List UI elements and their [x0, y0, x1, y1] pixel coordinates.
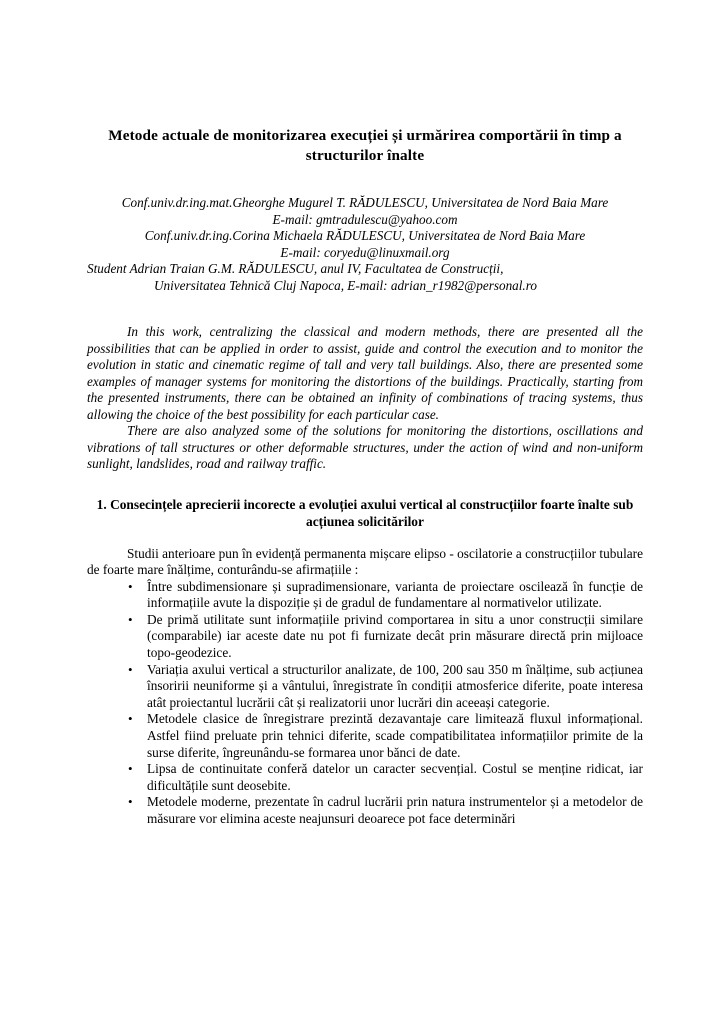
bullet-text: De primă utilitate sunt informațiile privind comportarea in situ a unor construcții similare (comparabile) iar aceste date nu pot fi furnizate decât prin măsurare directă prin mijloace topo-geodezice. — [147, 611, 643, 661]
bullet-text: Lipsa de continuitate conferă datelor un caracter secvențial. Costul se menține ridicat, iar dificultățile sunt deosebite. — [147, 761, 643, 793]
bullet-item — [87, 612, 643, 662]
bullet-text: Între subdimensionare și supradimensionare, varianta de proiectare oscilează în funcție de informațiile avute la dispoziție și de gradul de fundamentare al normativelor utilizate. — [147, 578, 643, 611]
author-line: E-mail: coryedu@linuxmail.org — [280, 244, 450, 260]
bullet-text: Variația axului vertical a structurilor analizate, de 100, 200 sau 350 m înălțime, sub acțiunea însoririi neuniforme și a vântului, înregistrate în condiții atmosferice diferite, poate interesa atât proiectantul lucrării cât și realizatorii unor lucrări din aceeași categorie. — [147, 661, 643, 710]
bullet-item — [87, 761, 643, 794]
bullet-icon: • — [128, 611, 133, 627]
abstract — [87, 324, 643, 473]
author-line: Conf.univ.dr.ing.Corina Michaela RĂDULESCU, Universitatea de Nord Baia Mare — [144, 228, 586, 243]
bullet-text: Metodele clasice de înregistrare prezintă dezavantaje care limitează fluxul informațional. Astfel fiind preluate prin tehnici diferite, scade compatibilitatea informațiilor primite de la surse diferite, îngreunându-se formarea unor bănci de date. — [147, 711, 643, 760]
bullet-item — [87, 579, 643, 612]
bullet-list — [87, 579, 643, 828]
bullet-item — [87, 794, 643, 827]
bullet-text: Metodele moderne, prezentate în cadrul lucrării prin natura instrumentelor și a metodelor de măsurare vor elimina aceste neajunsuri deoarece pot face determinări — [147, 794, 643, 826]
bullet-icon: • — [128, 661, 133, 677]
section-intro-paragraph: Studii anterioare pun în evidență permanenta mișcare elipso - oscilatorie a construcțiilor tubulare de foarte mare înălțime, conturându-se afirmațiile : — [87, 545, 643, 578]
author-line: Conf.univ.dr.ing.mat.Gheorghe Mugurel T. RĂDULESCU, Universitatea de Nord Baia Mare — [121, 195, 609, 210]
bullet-item — [87, 662, 643, 712]
author-line: Student Adrian Traian G.M. RĂDULESCU, anul IV, Facultatea de Construcții, — [87, 261, 504, 276]
bullet-item — [87, 711, 643, 761]
abstract-paragraph: In this work, centralizing the classical and modern methods, there are presented all the possibilities that can be applied in order to assist, guide and control the execution and to monitor the evolution in static and cinematic regime of tall and very tall buildings. Also, there are presented some examples of manager systems for monitoring the distortions of the buildings. Practically, starting from the presented instruments, there can be obtained an infinity of combinations of tracing systems, thus allowing the choice of the best possibility for each particular case. — [87, 324, 643, 422]
bullet-icon: • — [128, 761, 133, 777]
bullet-icon: • — [128, 794, 133, 810]
author-line: E-mail: gmtradulescu@yahoo.com — [272, 211, 458, 227]
paper-title: Metode actuale de monitorizarea execuției și urmărirea comportării în timp a structurilor înalte — [108, 127, 622, 164]
bullet-icon: • — [128, 578, 133, 594]
bullet-icon: • — [128, 711, 133, 727]
author-block — [87, 195, 643, 294]
section-heading: 1. Consecințele aprecierii incorecte a evoluției axului vertical al construcțiilor foarte înalte sub acțiunea solicitărilor — [96, 496, 634, 529]
abstract-paragraph: There are also analyzed some of the solutions for monitoring the distortions, oscillations and vibrations of tall structures or other deformable structures, under the action of wind and non-uniform sunlight, landslides, road and railway traffic. — [87, 423, 643, 471]
page-content — [87, 126, 643, 828]
author-line: Universitatea Tehnică Cluj Napoca, E-mail: adrian_r1982@personal.ro — [154, 277, 537, 293]
